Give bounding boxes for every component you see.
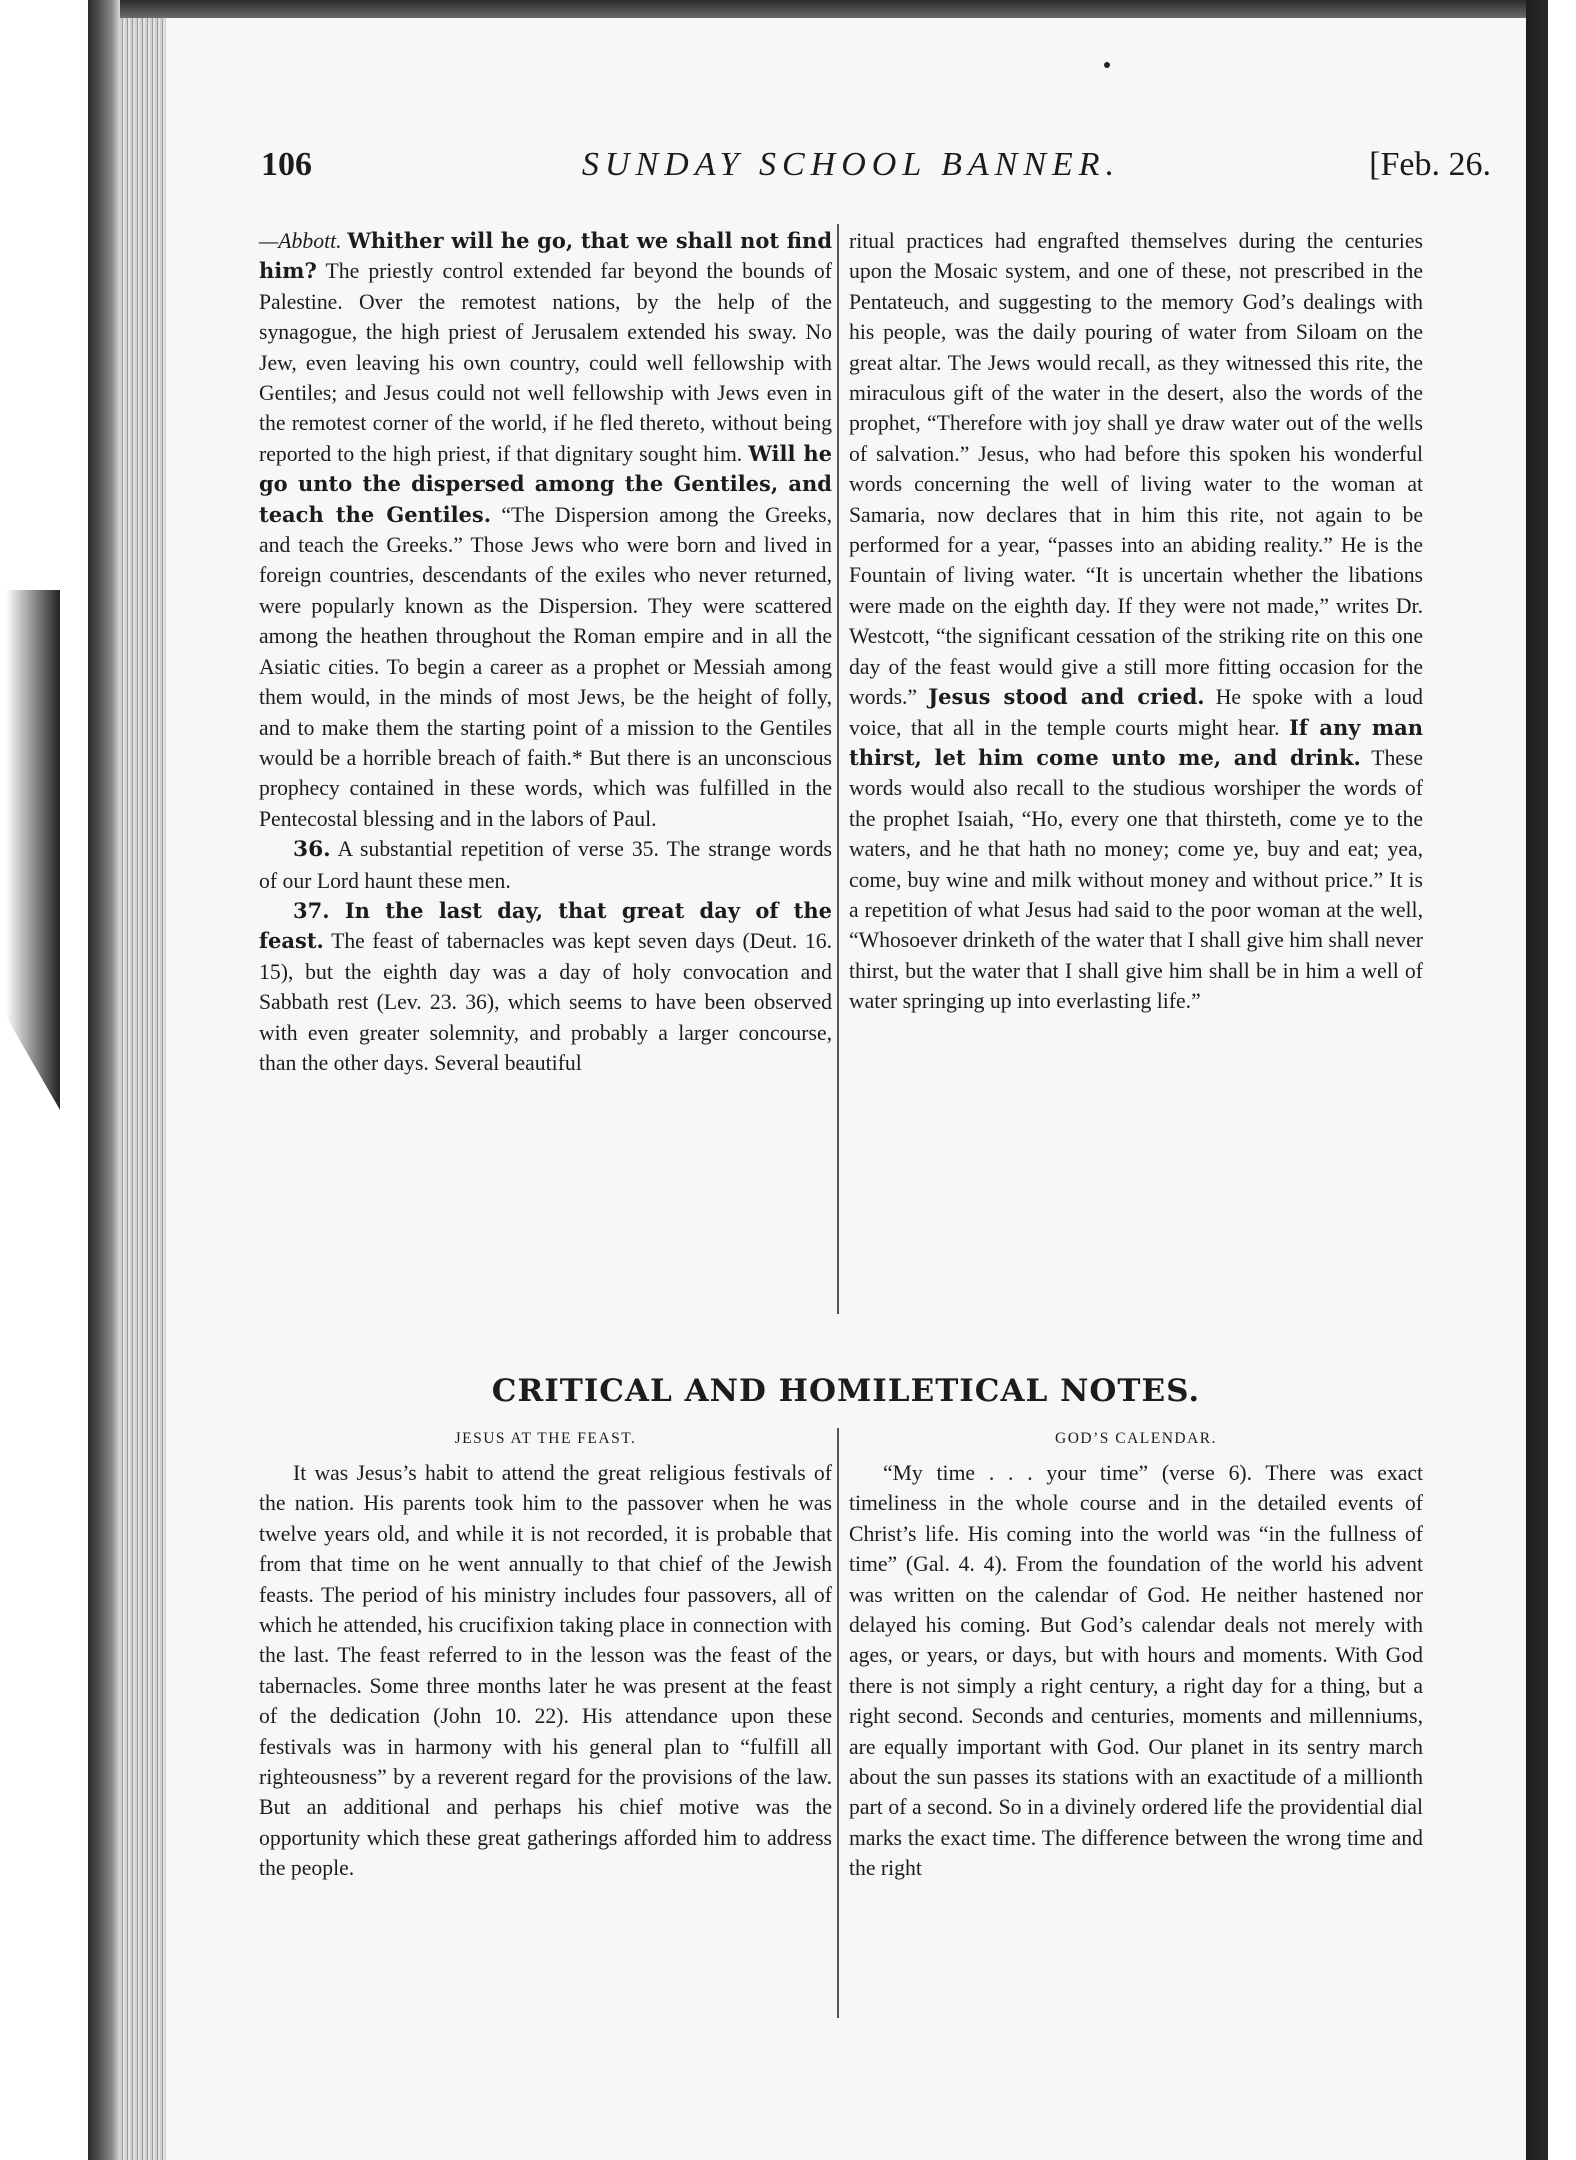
paragraph: [259, 834, 832, 896]
text-run: The feast of tabernacles was kept seven days (Deut. 16. 15), but the eighth day was a day of holy convocation and Sabbath rest (Lev. 23. 36), which seems to have been observed with even greater solemnity, and probably a larger concourse, than the other days. Several beautiful: [259, 929, 832, 1075]
paragraph: It was Jesus’s habit to attend the great religious festivals of the nation. His parents took him to the passover when he was twelve years old, and while it is not recorded, it is probable that from that time on he went annually to that chief of the Jewish feasts. The period of his ministry includes four passovers, all of which he attended, his crucifixion taking place in connection with the last. The feast referred to in the lesson was the feast of the tabernacles. Some three months later he was present at the feast of the dedication (John 10. 22). His attendance upon these festivals was in harmony with his general plan to “fulfill all righteousness” by a reverent regard for the provisions of the law. But an additional and perhaps his chief motive was the opportunity which these great gatherings afforded him to address the people.: [259, 1461, 832, 1881]
verse-number: 36.: [293, 837, 331, 863]
text-run: He spoke with a loud voice, that all in the temple courts might hear.: [849, 685, 1424, 740]
subheading-left: JESUS AT THE FEAST.: [454, 1430, 637, 1447]
text-run: —Abbott.: [259, 229, 342, 253]
text-run: The priestly control extended far beyond the bounds of Palestine. Over the remotest nations, by the help of the synagogue, the high priest of Jerusalem extended his sway. No Jew, even leaving his own country, could well fellowship with Gentiles; and Jesus could not well fellowship with Jews even in the remotest corner of the world, if he fled thereto, without being reported to the high priest, if that dignitary sought him.: [259, 259, 832, 466]
section-title: CRITICAL AND HOMILETICAL NOTES.: [491, 1373, 1201, 1409]
speck-mark: [1104, 62, 1110, 68]
scan-top-border: [120, 0, 1576, 18]
text-run: Jesus stood and cried.: [928, 684, 1205, 710]
column-divider: [837, 224, 839, 1314]
notes-column-left: [259, 1458, 832, 1884]
issue-date: [Feb. 26.: [1369, 146, 1491, 183]
subheading-right: GOD’S CALENDAR.: [1055, 1430, 1217, 1447]
paragraph: [849, 226, 1423, 1017]
running-head: [261, 146, 1491, 196]
book-page-edges: [120, 0, 166, 2160]
text-run: “The Dispersion among the Greeks, and teach the Greeks.” Those Jews who were born and lived in foreign countries, descendants of the exiles who never returned, were popularly known as the Dispersion. They were scattered among the heathen throughout the Roman empire and in all the Asiatic cities. To begin a career as a prophet or Messiah among them would, in the minds of most Jews, be the height of folly, and to make them the starting point of a mission to the Gentiles would be a horrible breach of faith.* But there is an unconscious prophecy contained in these words, which was fulfilled in the Pentecostal blessing and in the labors of Paul.: [259, 502, 833, 831]
notes-column-right: [849, 1458, 1423, 1884]
paragraph: [259, 896, 832, 1078]
scan-right-border: [1526, 0, 1576, 2160]
text-run: A substantial repetition of verse 35. The strange words of our Lord haunt these men.: [259, 837, 832, 893]
text-run: Will he go unto the dispersed among the Gentiles, and teach the Gentiles.: [259, 440, 832, 527]
text-run: 37. In the last day, that great day of the feast.: [259, 897, 832, 954]
text-run: These words would also recall to the studious worshiper the words of the prophet Isaiah, “Ho, every one that thirsteth, come ye to the waters, and he that hath no money; come ye, buy and eat; yea, come, buy wine and milk without money and without price.” It is a repetition of what Jesus had said to the poor woman at the well, “Whosoever drinketh of the water that I shall give him shall never thirst, but the water that I shall give him shall be in him a well of water springing up into everlasting life.”: [849, 745, 1423, 1014]
scan-left-border: [0, 0, 120, 2160]
text-run: ritual practices had engrafted themselves during the centuries upon the Mosaic system, and one of these, not prescribed in the Pentateuch, and suggesting to the memory God’s dealings with his people, was the daily pouring of water from Siloam on the great altar. The Jews would recall, as they witnessed this rite, the miraculous gift of the water in the desert, also the words of the prophet, “Therefore with joy shall ye draw water out of the wells of salvation.” Jesus, who had before this spoken his wonderful words concerning the well of living water to the woman at Samaria, now declares that in him this rite, not again to be performed for a year, “passes into an abiding reality.” He is the Fountain of living water. “It is uncertain whether the libations were made on the eighth day. If they were not made,” writes Dr. Westcott, “the significant cessation of the striking rite on this one day of the feast would give a still more fitting occasion for the words.”: [849, 229, 1423, 710]
page-number: 106: [261, 146, 312, 183]
paragraph: [259, 226, 832, 834]
column-left: [259, 226, 832, 1078]
journal-title: SUNDAY SCHOOL BANNER.: [581, 146, 1121, 183]
column-divider: [837, 1428, 839, 2018]
text-run: If any man thirst, let him come unto me, and drink.: [849, 714, 1423, 770]
paragraph: “My time . . . your time” (verse 6). There was exact timeliness in the whole course and in the detailed events of Christ’s life. His coming into the world was “in the fullness of time” (Gal. 4. 4). From the foundation of the world his advent was written on the calendar of God. He neither hastened nor delayed his coming. But God’s calendar deals not merely with ages, or years, or days, but with hours and moments. With God there is not simply a right century, a right day for a thing, but a right second. Seconds and centuries, moments and millenniums, are equally important with God. Our planet in its sentry march about the sun passes its stations with an exactitude of a millionth part of a second. So in a divinely ordered life the providential dial marks the exact time. The difference between the wrong time and the right: [849, 1461, 1423, 1881]
column-right: [849, 226, 1423, 1017]
text-run: Whither will he go, that we shall not find him?: [259, 228, 833, 284]
book-page: [166, 18, 1526, 2160]
